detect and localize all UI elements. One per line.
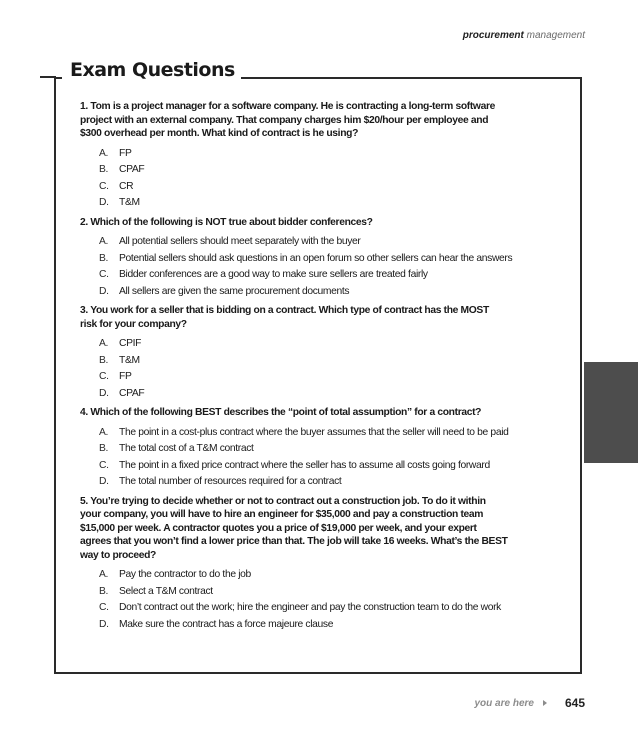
chapter-thumb-tab — [584, 362, 638, 463]
question-3 — [80, 304, 508, 402]
option-letter: C. — [99, 459, 109, 471]
option-letter: A. — [99, 569, 109, 580]
running-head — [463, 30, 585, 41]
question-5-option-b — [80, 584, 508, 601]
option-letter: B. — [99, 354, 109, 366]
question-1-options — [80, 146, 508, 212]
question-2-option-c — [80, 267, 508, 284]
question-5-option-a — [80, 567, 508, 584]
option-text: CR — [119, 180, 134, 192]
option-text: T&M — [119, 197, 140, 208]
running-head-section: procurement — [462, 30, 524, 41]
question-1-option-d — [80, 195, 508, 212]
box-corner-tick — [40, 76, 56, 78]
option-letter: C. — [99, 269, 109, 280]
question-1 — [80, 100, 508, 212]
question-4-option-a — [80, 425, 508, 442]
question-2-option-d — [80, 284, 508, 301]
option-letter: A. — [99, 236, 109, 247]
question-3-option-b — [80, 353, 508, 370]
question-1-option-c — [80, 179, 508, 196]
option-text: CPAF — [119, 164, 145, 175]
question-3-options — [80, 336, 508, 402]
option-text: All potential sellers should meet separately with the buyer — [119, 236, 361, 247]
option-text: Make sure the contract has a force majeure clause — [119, 618, 334, 630]
page-number: 645 — [564, 696, 585, 710]
option-text: FP — [119, 147, 132, 159]
arrow-right-icon — [543, 700, 547, 706]
option-letter: B. — [99, 585, 109, 597]
option-letter: C. — [99, 180, 109, 192]
question-4-text: 4. Which of the following BEST describes the “point of total assumption” for a contract? — [80, 407, 482, 418]
option-letter: D. — [99, 476, 109, 487]
option-letter: D. — [99, 197, 109, 208]
option-text: Pay the contractor to do the job — [119, 569, 251, 580]
option-text: All sellers are given the same procurement documents — [119, 285, 350, 297]
question-1-option-b — [80, 162, 508, 179]
question-2 — [80, 216, 513, 301]
option-letter: D. — [99, 618, 109, 630]
question-4-option-d — [80, 474, 508, 491]
option-text: The total number of resources required for a contract — [119, 476, 342, 487]
question-5-option-d — [80, 617, 508, 634]
question-3-option-d — [80, 386, 508, 403]
questions-list — [80, 100, 513, 637]
option-text: The point in a cost-plus contract where the buyer assumes that the seller will need to be paid — [119, 426, 509, 438]
question-3-option-c — [80, 369, 508, 386]
option-text: T&M — [119, 354, 140, 366]
option-text: CPAF — [119, 387, 145, 399]
option-text: Don’t contract out the work; hire the engineer and pay the construction team to do the work — [119, 602, 501, 613]
question-2-text: 2. Which of the following is NOT true about bidder conferences? — [80, 216, 373, 228]
option-letter: D. — [99, 285, 109, 297]
option-text: CPIF — [119, 338, 142, 349]
running-head-subsection: management — [526, 30, 585, 41]
option-letter: D. — [99, 387, 109, 399]
option-text: Select a T&M contract — [119, 585, 213, 597]
option-text: FP — [119, 371, 132, 382]
option-letter: B. — [99, 164, 109, 175]
question-5-options — [80, 567, 508, 633]
question-4-option-b — [80, 441, 508, 458]
option-text: The total cost of a T&M contract — [119, 443, 254, 454]
question-3-text: 3. You work for a seller that is bidding on a contract. Which type of contract has the MOST risk for your company? — [80, 305, 489, 330]
question-3-option-a — [80, 336, 508, 353]
option-text: Potential sellers should ask questions in an open forum so other sellers can hear the answers — [119, 252, 513, 264]
option-letter: A. — [99, 426, 109, 438]
question-1-text: 1. Tom is a project manager for a software company. He is contracting a long-term software project with an external company. That company charges him $20/hour per employee and $300 overhead per month. What kind of contract is he using? — [80, 101, 495, 139]
question-5-option-c — [80, 600, 508, 617]
page-footer — [474, 696, 585, 710]
question-1-option-a — [80, 146, 508, 163]
question-2-option-b — [80, 251, 513, 268]
option-letter: A. — [99, 338, 109, 349]
option-letter: C. — [99, 371, 109, 382]
question-4-option-c — [80, 458, 508, 475]
option-letter: A. — [99, 147, 109, 159]
option-text: The point in a fixed price contract where the seller has to assume all costs going forward — [119, 459, 490, 471]
question-2-option-a — [80, 234, 508, 251]
section-title: Exam Questions — [62, 59, 241, 81]
option-letter: C. — [99, 602, 109, 613]
question-5 — [80, 495, 508, 634]
question-5-text: 5. You’re trying to decide whether or not to contract out a construction job. To do it within your company, you will have to hire an engineer for $35,000 and pay a construction team $15,000 per week. A contractor quotes you a price of $19,000 per week, and your expert agrees that you won’t find a lower price than that. The job will take 16 weeks. What’s the BEST way to proceed? — [80, 495, 508, 561]
you-are-here-label: you are here — [474, 697, 534, 709]
option-letter: B. — [99, 252, 109, 264]
question-2-options — [80, 234, 513, 300]
question-4-options — [80, 425, 508, 491]
option-letter: B. — [99, 443, 109, 454]
option-text: Bidder conferences are a good way to make sure sellers are treated fairly — [119, 269, 428, 280]
question-4 — [80, 406, 508, 491]
